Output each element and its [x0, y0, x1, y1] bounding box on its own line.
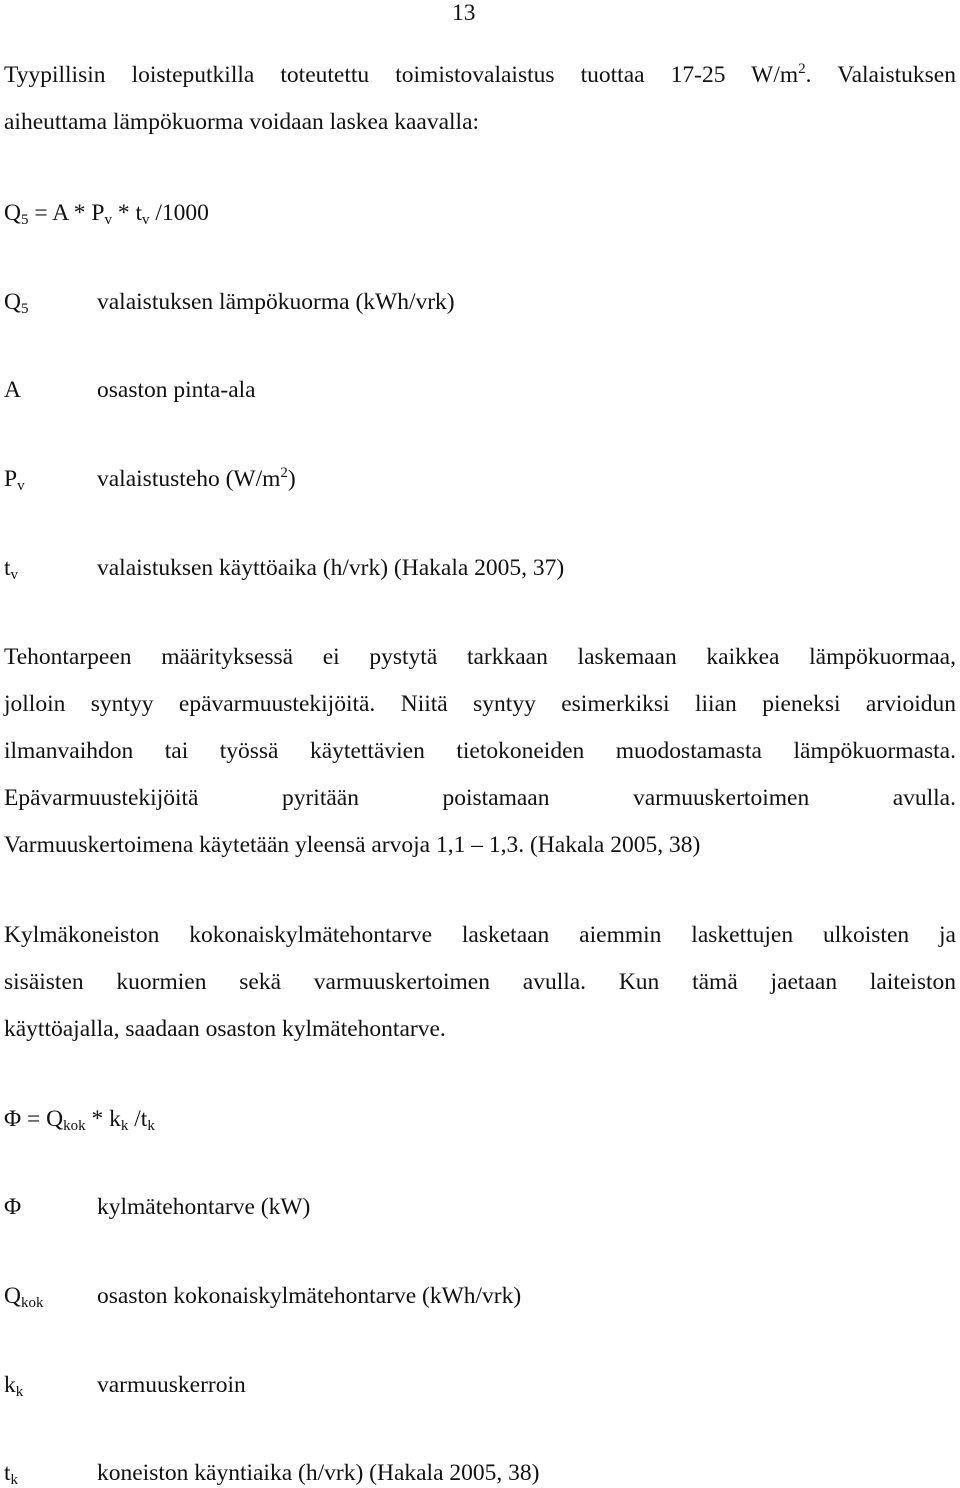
symbol-pv: $P_v$ — [4, 466, 25, 494]
definition-q5: valaistuksen lämpökuorma (kWh/vrk) — [97, 289, 455, 315]
formula-lighting-heat-load: $Q_5 = A * P_v * t_v$ /1000 — [4, 200, 209, 228]
symbol-a: A — [4, 377, 21, 403]
paragraph-1-line-4: Epävarmuustekijöitä pyritään poistamaan varmuuskertoimen avulla. — [4, 785, 956, 811]
definition-a: osaston pinta-ala — [97, 377, 256, 403]
page-number: 13 — [452, 0, 476, 26]
symbol-kk: $k_k$ — [4, 1372, 24, 1400]
definition-pv: valaistusteho $(W/m^2)$ — [97, 465, 296, 492]
definition-qkok: osaston kokonaiskylmätehontarve (kWh/vrk) — [97, 1283, 522, 1309]
symbol-phi: Φ — [4, 1194, 22, 1220]
intro-line-2: aiheuttama lämpökuorma voidaan laskea kaavalla: — [4, 109, 480, 135]
paragraph-1-line-5: Varmuuskertoimena käytetään yleensä arvoja 1,1 – 1,3. (Hakala 2005, 38) — [4, 832, 701, 858]
definition-kk: varmuuskerroin — [97, 1372, 246, 1398]
paragraph-1-line-1: Tehontarpeen määrityksessä ei pystytä tarkkaan laskemaan kaikkea lämpökuormaa, — [4, 644, 956, 670]
paragraph-1-line-3: ilmanvaihdon tai työssä käytettävien tietokoneiden muodostamasta lämpökuormasta. — [4, 738, 956, 764]
paragraph-1-line-2: jolloin syntyy epävarmuustekijöitä. Niitä syntyy esimerkiksi liian pieneksi arvioidun — [4, 691, 956, 717]
symbol-qkok: $Q_{kok}$ — [4, 1283, 44, 1311]
paragraph-2-line-2: sisäisten kuormien sekä varmuuskertoimen avulla. Kun tämä jaetaan laiteiston — [4, 969, 956, 995]
paragraph-2-line-3: käyttöajalla, saadaan osaston kylmätehontarve. — [4, 1016, 446, 1042]
symbol-q5: $Q_5$ — [4, 289, 29, 317]
definition-tk: koneiston käyntiaika (h/vrk) (Hakala 2005, 38) — [97, 1460, 540, 1486]
formula-cooling-demand: $\Phi = Q_{kok} * k_k$ $/t_k$ — [4, 1106, 155, 1134]
paragraph-2-line-1: Kylmäkoneiston kokonaiskylmätehontarve lasketaan aiemmin laskettujen ulkoisten ja — [4, 922, 956, 948]
definition-tv: valaistuksen käyttöaika (h/vrk) (Hakala 2005, 37) — [97, 555, 565, 581]
symbol-tv: $t_v$ — [4, 555, 19, 583]
symbol-tk: $t_k$ — [4, 1460, 19, 1488]
definition-phi: kylmätehontarve (kW) — [97, 1194, 311, 1220]
intro-line-1: Tyypillisin loisteputkilla toteutettu toimistovalaistus tuottaa 17-25 $W/m^2$. Valaistuksen — [4, 61, 956, 88]
